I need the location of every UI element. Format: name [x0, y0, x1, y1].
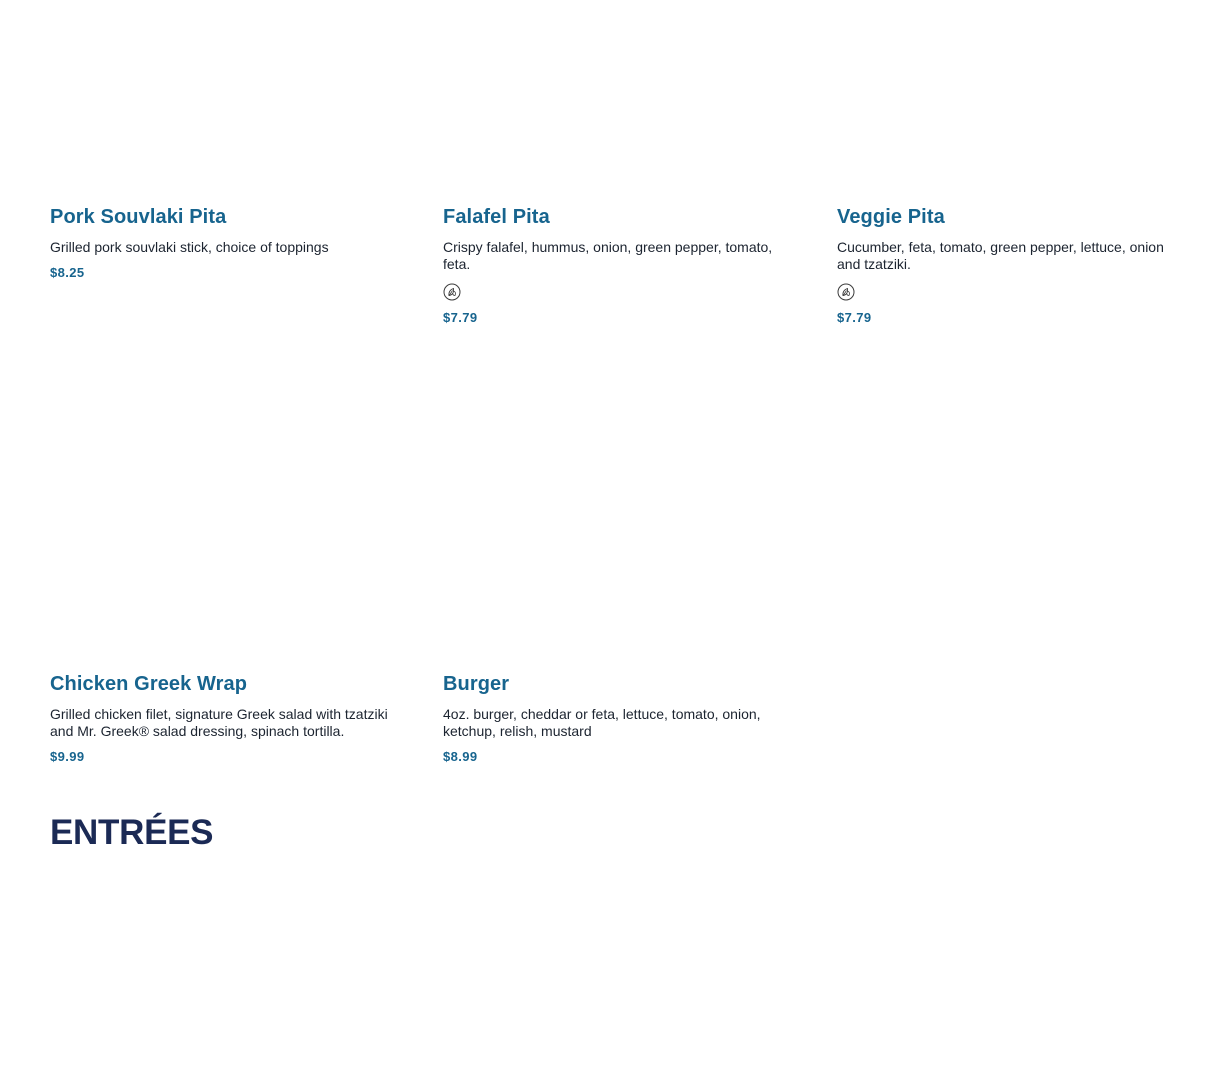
item-description: Grilled pork souvlaki stick, choice of toppings — [50, 239, 329, 255]
menu-item-burger[interactable] — [443, 672, 803, 765]
item-title[interactable]: Burger — [443, 673, 510, 695]
item-description: Grilled chicken filet, signature Greek salad with tzatziki and Mr. Greek® salad dressing, spinach tortilla. — [50, 706, 388, 739]
section-heading-entrees: ENTRÉES — [50, 813, 214, 852]
item-description: 4oz. burger, cheddar or feta, lettuce, tomato, onion, ketchup, relish, mustard — [443, 706, 761, 739]
item-price: $8.25 — [50, 265, 85, 280]
item-description: Cucumber, feta, tomato, green pepper, lettuce, onion and tzatziki. — [837, 239, 1164, 272]
item-title[interactable]: Falafel Pita — [443, 206, 550, 228]
item-title[interactable]: Pork Souvlaki Pita — [50, 206, 227, 228]
vegetarian-leaf-icon — [443, 283, 461, 301]
menu-item-falafel-pita[interactable] — [443, 205, 803, 326]
item-price: $7.79 — [443, 310, 478, 325]
item-price: $9.99 — [50, 749, 85, 764]
item-description: Crispy falafel, hummus, onion, green pepper, tomato, feta. — [443, 239, 773, 272]
item-title[interactable]: Chicken Greek Wrap — [50, 673, 248, 695]
vegetarian-leaf-icon — [837, 283, 855, 301]
item-price: $8.99 — [443, 749, 478, 764]
menu-item-veggie-pita[interactable] — [837, 205, 1197, 326]
item-price: $7.79 — [837, 310, 872, 325]
menu-item-pork-souvlaki-pita[interactable] — [50, 205, 410, 281]
item-title[interactable]: Veggie Pita — [837, 206, 945, 228]
menu-item-chicken-greek-wrap[interactable] — [50, 672, 410, 765]
